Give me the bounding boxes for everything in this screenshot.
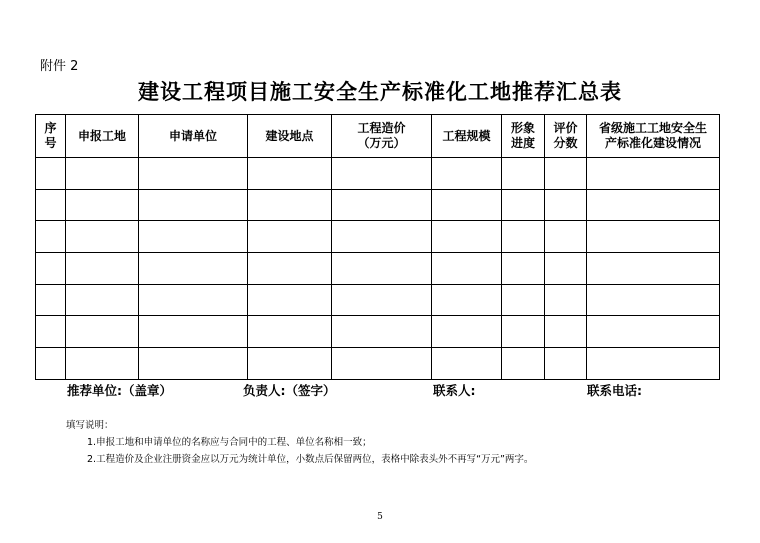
table-cell[interactable] bbox=[432, 189, 502, 221]
col-header-cost: 工程造价 （万元） bbox=[332, 115, 432, 158]
table-cell[interactable] bbox=[139, 316, 248, 348]
instruction-item: 1.申报工地和申请单位的名称应与合同中的工程、单位名称相一致； bbox=[87, 437, 372, 448]
instruction-item: 2.工程造价及企业注册资金应以万元为统计单位，小数点后保留两位，表格中除表头外不再写“万元”两字。 bbox=[87, 454, 534, 465]
table-cell[interactable] bbox=[66, 221, 139, 253]
table-cell[interactable] bbox=[502, 316, 545, 348]
table-cell[interactable] bbox=[587, 221, 720, 253]
table-row bbox=[36, 221, 720, 253]
table-cell[interactable] bbox=[502, 284, 545, 316]
table-cell[interactable] bbox=[502, 189, 545, 221]
table-cell[interactable] bbox=[545, 348, 587, 380]
table-row bbox=[36, 158, 720, 190]
table-row bbox=[36, 253, 720, 285]
table-cell[interactable] bbox=[502, 253, 545, 285]
summary-table bbox=[35, 114, 720, 380]
table-cell[interactable] bbox=[248, 221, 332, 253]
table-cell[interactable] bbox=[248, 284, 332, 316]
table-cell[interactable] bbox=[332, 221, 432, 253]
table-cell[interactable] bbox=[248, 348, 332, 380]
col-header-site: 申报工地 bbox=[66, 115, 139, 158]
table-cell[interactable] bbox=[332, 158, 432, 190]
table-cell[interactable] bbox=[545, 189, 587, 221]
table-cell[interactable] bbox=[432, 221, 502, 253]
page-title: 建设工程项目施工安全生产标准化工地推荐汇总表 bbox=[138, 79, 622, 104]
col-header-index: 序 号 bbox=[36, 115, 66, 158]
table-row bbox=[36, 348, 720, 380]
table-cell[interactable] bbox=[587, 348, 720, 380]
table-body bbox=[36, 158, 720, 380]
table-cell[interactable] bbox=[36, 158, 66, 190]
col-header-provincial-status: 省级施工工地安全生 产标准化建设情况 bbox=[587, 115, 720, 158]
table-cell[interactable] bbox=[432, 316, 502, 348]
table-cell[interactable] bbox=[545, 221, 587, 253]
table-cell[interactable] bbox=[248, 189, 332, 221]
table-row bbox=[36, 316, 720, 348]
table-cell[interactable] bbox=[332, 253, 432, 285]
table-cell[interactable] bbox=[36, 316, 66, 348]
table-cell[interactable] bbox=[36, 253, 66, 285]
table-cell[interactable] bbox=[66, 253, 139, 285]
table-cell[interactable] bbox=[248, 316, 332, 348]
table-cell[interactable] bbox=[66, 284, 139, 316]
table-cell[interactable] bbox=[36, 284, 66, 316]
table-cell[interactable] bbox=[332, 284, 432, 316]
table-cell[interactable] bbox=[66, 348, 139, 380]
responsible-label: 负责人:（签字） bbox=[243, 383, 336, 398]
table-row bbox=[36, 284, 720, 316]
table-cell[interactable] bbox=[502, 158, 545, 190]
table-cell[interactable] bbox=[502, 348, 545, 380]
col-header-location: 建设地点 bbox=[248, 115, 332, 158]
table-cell[interactable] bbox=[587, 253, 720, 285]
table-cell[interactable] bbox=[432, 253, 502, 285]
table-cell[interactable] bbox=[139, 158, 248, 190]
table-cell[interactable] bbox=[332, 189, 432, 221]
table-cell[interactable] bbox=[545, 253, 587, 285]
table-cell[interactable] bbox=[545, 316, 587, 348]
contact-label: 联系人: bbox=[433, 383, 476, 398]
table-cell[interactable] bbox=[587, 158, 720, 190]
table-cell[interactable] bbox=[502, 221, 545, 253]
table-cell[interactable] bbox=[36, 348, 66, 380]
table-cell[interactable] bbox=[432, 158, 502, 190]
table-cell[interactable] bbox=[248, 158, 332, 190]
instructions-heading: 填写说明： bbox=[66, 420, 114, 431]
table-cell[interactable] bbox=[36, 221, 66, 253]
table-cell[interactable] bbox=[248, 253, 332, 285]
table-cell[interactable] bbox=[66, 158, 139, 190]
page-number: 5 bbox=[377, 512, 383, 522]
col-header-scale: 工程规模 bbox=[432, 115, 502, 158]
table-cell[interactable] bbox=[587, 284, 720, 316]
table-cell[interactable] bbox=[545, 284, 587, 316]
table-cell[interactable] bbox=[139, 284, 248, 316]
table-cell[interactable] bbox=[587, 189, 720, 221]
col-header-progress: 形象 进度 bbox=[502, 115, 545, 158]
col-header-score: 评价 分数 bbox=[545, 115, 587, 158]
table-cell[interactable] bbox=[139, 253, 248, 285]
table-cell[interactable] bbox=[432, 348, 502, 380]
table-cell[interactable] bbox=[587, 316, 720, 348]
table-cell[interactable] bbox=[36, 189, 66, 221]
table-cell[interactable] bbox=[332, 348, 432, 380]
phone-label: 联系电话: bbox=[587, 383, 642, 398]
col-header-applicant: 申请单位 bbox=[139, 115, 248, 158]
table-cell[interactable] bbox=[139, 221, 248, 253]
table-cell[interactable] bbox=[332, 316, 432, 348]
table-cell[interactable] bbox=[66, 189, 139, 221]
table-row bbox=[36, 189, 720, 221]
table-header-row bbox=[36, 115, 720, 158]
recommender-label: 推荐单位:（盖章） bbox=[67, 383, 172, 398]
instructions bbox=[66, 417, 533, 468]
table-cell[interactable] bbox=[139, 189, 248, 221]
table-cell[interactable] bbox=[432, 284, 502, 316]
table-cell[interactable] bbox=[139, 348, 248, 380]
table-cell[interactable] bbox=[545, 158, 587, 190]
table-cell[interactable] bbox=[66, 316, 139, 348]
attachment-label: 附件 2 bbox=[40, 59, 79, 74]
